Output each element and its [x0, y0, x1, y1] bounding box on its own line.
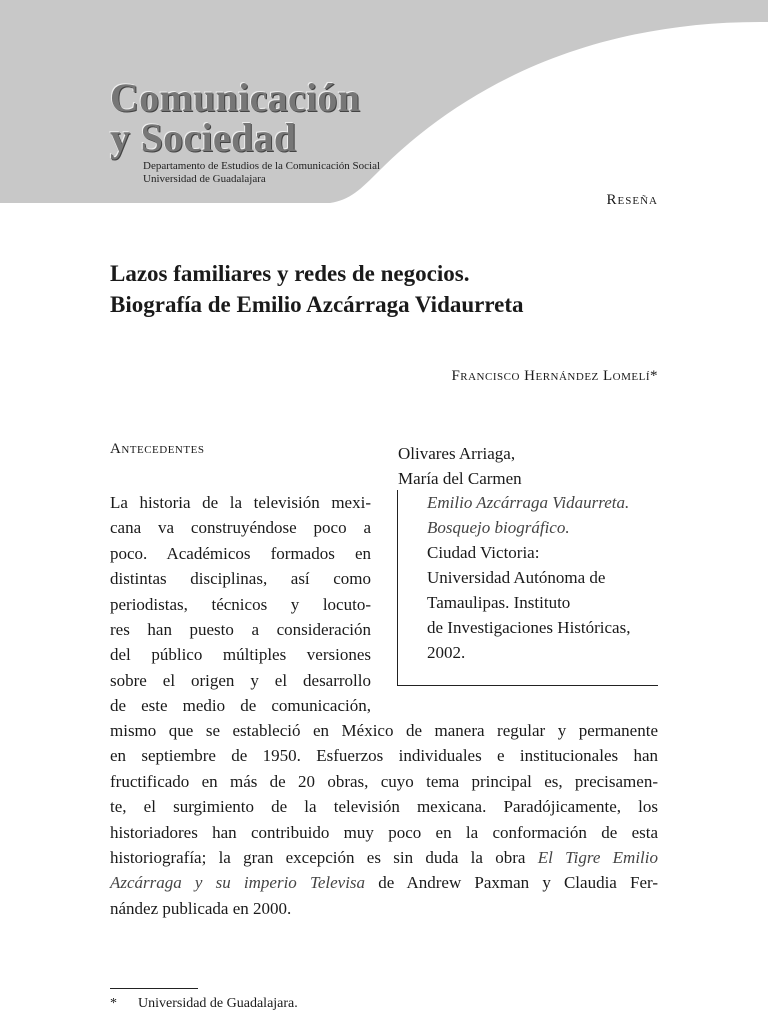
section-label: Reseña — [606, 192, 658, 208]
body-line-text: de Andrew Paxman y Claudia Fer- — [365, 873, 658, 893]
reference-book-title-line-1: Emilio Azcárraga Vidaurreta. — [427, 493, 630, 512]
body-line: te, el surgimiento de la televisión mexicana. Paradójicamente, los — [110, 797, 658, 817]
body-line: poco. Académicos formados en — [110, 543, 371, 563]
reference-detail-line: Tamaulipas. Instituto — [427, 593, 571, 612]
journal-university: Universidad de Guadalajara — [143, 173, 266, 185]
body-full-width — [110, 718, 658, 921]
reference-details — [427, 490, 659, 665]
body-line: fructificado en más de 20 obras, cuyo tema principal es, precisamen- — [110, 771, 658, 791]
journal-department: Departamento de Estudios de la Comunicación Social — [143, 160, 381, 172]
body-line: res han puesto a consideración — [110, 620, 371, 640]
journal-affiliation — [143, 160, 380, 186]
cited-work-title: El Tigre Emilio — [537, 848, 658, 868]
reference-book-title-line-2: Bosquejo biográfico. — [427, 518, 570, 537]
body-line: La historia de la televisión mexi- — [110, 493, 371, 512]
cited-work-title-cont: Azcárraga y su imperio Televisa — [110, 873, 366, 893]
body-line: del público múltiples versiones — [110, 645, 371, 665]
article-title — [110, 258, 670, 320]
article-title-line-2: Biografía de Emilio Azcárraga Vidaurreta — [110, 292, 524, 317]
body-line: nández publicada en 2000. — [110, 898, 292, 918]
body-line: historiadores han contribuido muy poco en la conformación de esta — [110, 822, 658, 842]
journal-title-line-2: y Sociedad — [110, 115, 297, 160]
footnote-rule — [110, 988, 198, 989]
reference-detail-line: de Investigaciones Históricas, — [427, 618, 631, 637]
article-author: Francisco Hernández Lomelí* — [451, 368, 658, 384]
body-line: distintas disciplinas, así como — [110, 569, 371, 589]
reference-author-line-1: Olivares Arriaga, — [398, 444, 516, 463]
footnote-text: Universidad de Guadalajara. — [138, 996, 298, 1011]
body-line: periodistas, técnicos y locuto- — [110, 594, 371, 614]
body-line: de este medio de comunicación, — [110, 696, 371, 716]
reference-author-line-2: María del Carmen — [398, 469, 522, 488]
section-heading: Antecedentes — [110, 441, 205, 457]
body-column-left — [110, 490, 371, 719]
reference-detail-line: 2002. — [427, 643, 466, 662]
reference-detail-line: Universidad Autónoma de — [427, 568, 606, 587]
body-line-text: historiografía; la gran excepción es sin duda la obra — [110, 848, 538, 868]
body-line — [110, 845, 658, 870]
footnote-mark: * — [110, 996, 117, 1011]
body-line: mismo que se estableció en México de manera regular y permanente — [110, 721, 658, 740]
body-line: sobre el origen y el desarrollo — [110, 670, 371, 690]
body-line: en septiembre de 1950. Esfuerzos individuales e institucionales han — [110, 746, 658, 766]
journal-title — [110, 75, 361, 160]
article-title-line-1: Lazos familiares y redes de negocios. — [110, 261, 470, 286]
reference-author — [398, 441, 522, 491]
body-line: cana va construyéndose poco a — [110, 518, 371, 538]
journal-title-line-1: Comunicación — [110, 75, 361, 120]
reference-detail-line: Ciudad Victoria: — [427, 543, 540, 562]
footnote — [110, 996, 298, 1012]
body-line — [110, 870, 658, 895]
